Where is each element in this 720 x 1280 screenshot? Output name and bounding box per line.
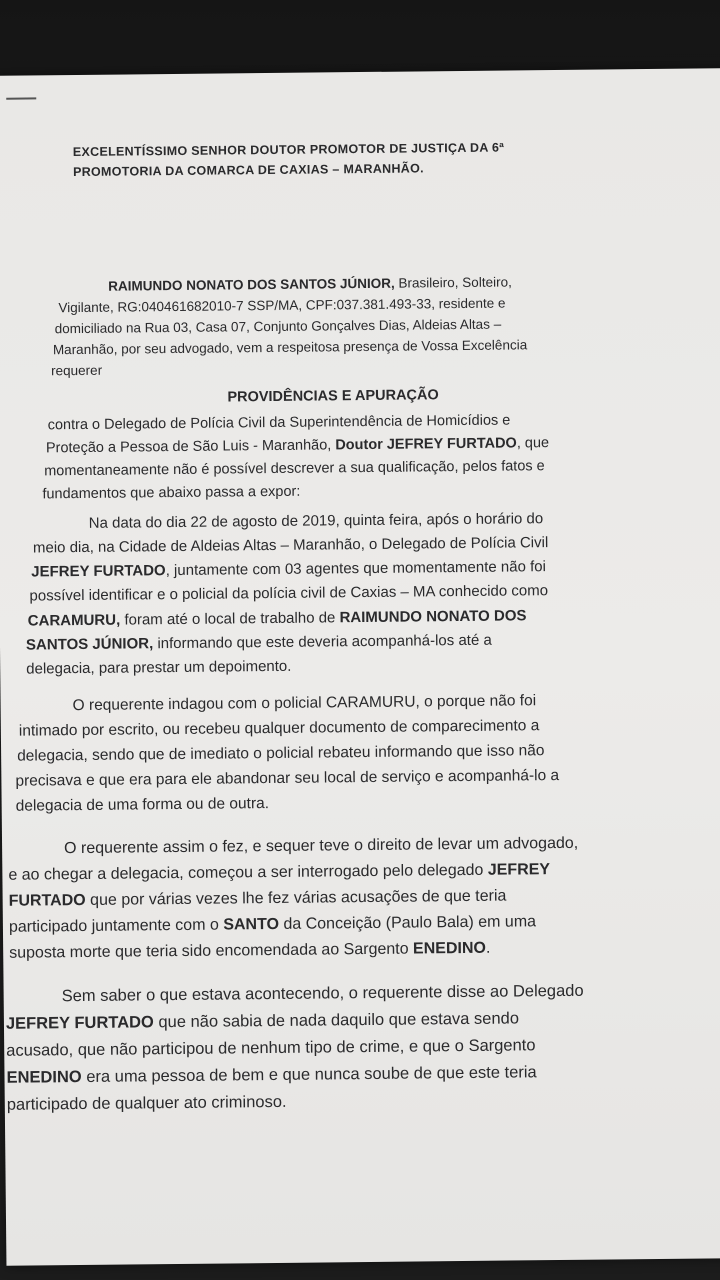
- p1-line-2: Proteção a Pessoa de São Luis - Maranhão, Doutor JEFREY FURTADO, que: [45, 435, 550, 457]
- header-line-1: EXCELENTÍSSIMO SENHOR DOUTOR PROMOTOR DE JUSTIÇA DA 6ª: [72, 140, 505, 160]
- p2-line-5: CARAMURU, foram até o local de trabalho de RAIMUNDO NONATO DOS: [27, 607, 527, 630]
- p3-line-2: intimado por escrito, ou recebeu qualquer documento de comparecimento a: [18, 717, 540, 740]
- p3-line-4: precisava e que era para ele abandonar seu local de serviço e acompanhá-lo a: [15, 766, 560, 790]
- p2-line-2: meio dia, na Cidade de Aldeias Altas – Maranhão, o Delegado de Polícia Civil: [32, 534, 549, 557]
- p2-line-7: delegacia, para prestar um depoimento.: [26, 657, 292, 678]
- p2-line-1: Na data do dia 22 de agosto de 2019, quinta feira, após o horário do: [88, 510, 544, 532]
- p4-line-1: O requerente assim o fez, e sequer teve o direito de levar um advogado,: [64, 834, 579, 858]
- intro-line-3: domiciliado na Rua 03, Casa 07, Conjunto Gonçalves Dias, Aldeias Altas –: [54, 316, 502, 337]
- p4-line-5: suposta morte que teria sido encomendada ao Sargento ENEDINO.: [9, 939, 491, 962]
- p3-line-5: delegacia de uma forma ou de outra.: [15, 795, 270, 815]
- intro-line-5: requerer: [51, 362, 103, 379]
- p5-line-3: acusado, que não participou de nenhum tipo de crime, e que o Sargento: [6, 1036, 536, 1060]
- p5-line-2: JEFREY FURTADO que não sabia de nada daquilo que estava sendo: [5, 1009, 520, 1033]
- p4-line-3: FURTADO que por várias vezes lhe fez várias acusações de que teria: [8, 887, 507, 910]
- section-title: PROVIDÊNCIAS E APURAÇÃO: [227, 387, 439, 406]
- page-mark: [6, 97, 36, 99]
- p3-line-1: O requerente indagou com o policial CARAMURU, o porque não foi: [72, 692, 537, 715]
- p5-line-5: participado de qualquer ato criminoso.: [6, 1092, 287, 1114]
- intro-line-4: Maranhão, por seu advogado, vem a respeitosa presença de Vossa Excelência: [52, 337, 528, 358]
- p4-line-4: participado juntamente com o SANTO da Conceição (Paulo Bala) em uma: [8, 913, 537, 936]
- document-page: [0, 68, 720, 1266]
- intro-line-1: RAIMUNDO NONATO DOS SANTOS JÚNIOR, Brasileiro, Solteiro,: [108, 274, 512, 294]
- p1-line-4: fundamentos que abaixo passa a expor:: [42, 483, 301, 503]
- p2-line-4: possível identificar e o policial da polícia civil de Caxias – MA conhecido como: [29, 582, 549, 605]
- header-line-2: PROMOTORIA DA COMARCA DE CAXIAS – MARANHÃO.: [72, 161, 424, 180]
- delegate-name: Doutor JEFREY FURTADO: [335, 435, 517, 454]
- p1-line-1: contra o Delegado de Polícia Civil da Superintendência de Homicídios e: [47, 412, 511, 434]
- p5-line-4: ENEDINO era uma pessoa de bem e que nunca soube de que este teria: [6, 1063, 537, 1087]
- requester-name: RAIMUNDO NONATO DOS SANTOS JÚNIOR,: [108, 275, 395, 294]
- p1-line-3: momentaneamente não é possível descrever a sua qualificação, pelos fatos e: [44, 458, 545, 480]
- p5-line-1: Sem saber o que estava acontecendo, o requerente disse ao Delegado: [61, 981, 584, 1006]
- p2-line-6: SANTOS JÚNIOR, informando que este deveria acompanhá-los até a: [25, 631, 492, 654]
- p2-line-3: JEFREY FURTADO, juntamente com 03 agentes que momentamente não foi: [31, 558, 546, 581]
- intro-line-2: Vigilante, RG:040461682010-7 SSP/MA, CPF:037.381.493-33, residente e: [58, 295, 506, 316]
- p4-line-2: e ao chegar a delegacia, começou a ser interrogado pelo delegado JEFREY: [8, 861, 551, 884]
- p3-line-3: delegacia, sendo que de imediato o policial rebateu informando que isso não: [17, 742, 545, 765]
